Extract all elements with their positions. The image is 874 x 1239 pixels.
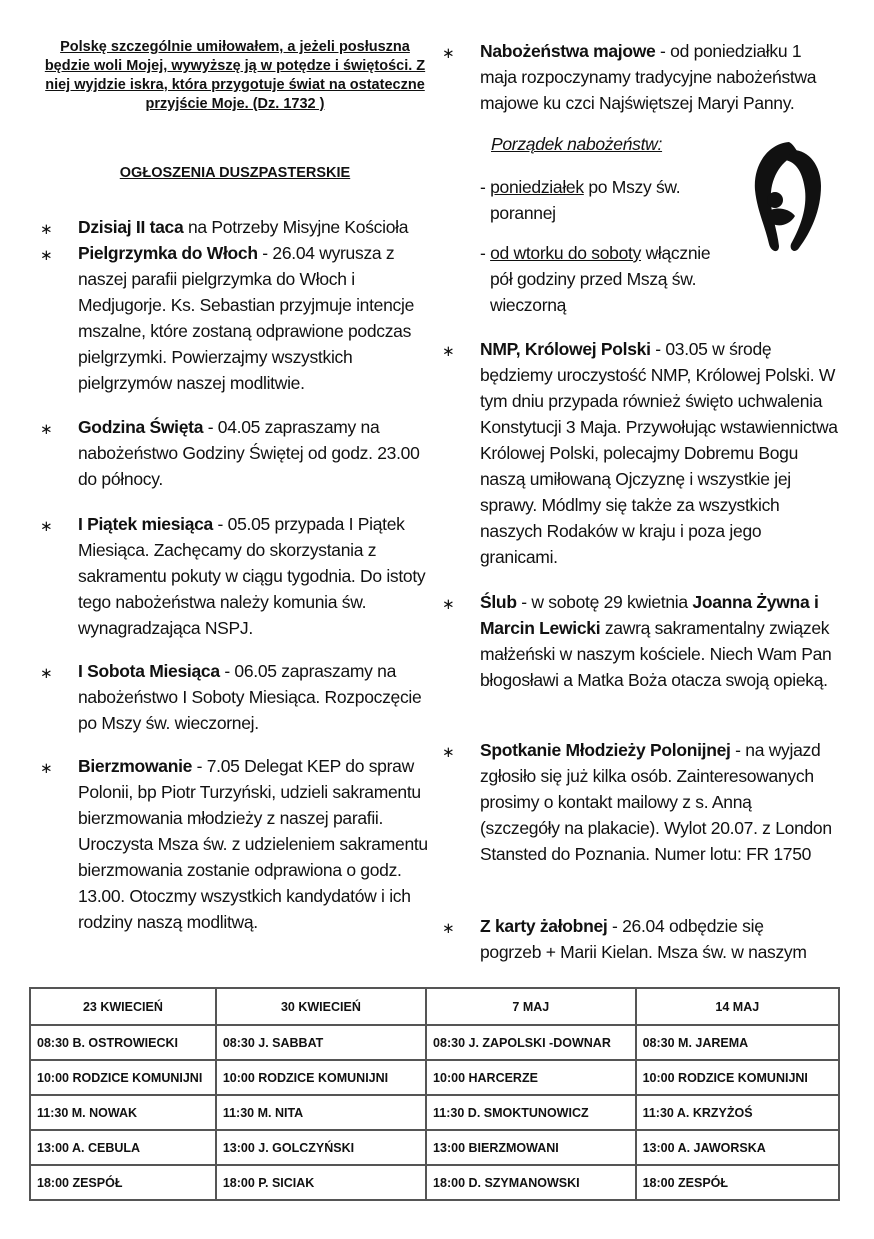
table-header: 23 KWIECIEŃ (30, 988, 216, 1025)
table-cell: 08:30 M. JAREMA (636, 1025, 839, 1060)
table-cell: 13:00 J. GOLCZYŃSKI (216, 1130, 426, 1165)
quote-text: Polskę szczególnie umiłowałem, a jeżeli posłuszna będzie woli Mojej, wywyższę ją w potędze i świętości. Z niej wyjdzie iskra, która przygotuje świat na ostateczne przyjście Moje. (Dz. 1732 ) (44, 39, 426, 112)
announcement-slub: ∗ Ślub - w sobotę 29 kwietnia Joanna Żywna i Marcin Lewicki zawrą sakramentalny związek małżeński w naszym kościele. Niech Wam Pan błogosławi a Matka Boża otacza swoją opieką. (442, 592, 832, 690)
table-cell: 18:00 ZESPÓŁ (636, 1165, 839, 1200)
table-cell: 11:30 D. SMOKTUNOWICZ (426, 1095, 636, 1130)
table-cell: 11:30 M. NITA (216, 1095, 426, 1130)
bullet-icon: ∗ (40, 759, 53, 777)
announcement-sobota: ∗ I Sobota Miesiąca - 06.05 zapraszamy na nabożeństwo I Soboty Miesiąca. Rozpoczęcie po Mszy św. wieczornej. (40, 661, 422, 733)
announcement-karta: ∗ Z karty żałobnej - 26.04 odbędzie się pogrzeb + Marii Kielan. Msza św. w naszym (442, 916, 807, 962)
bullet-icon: ∗ (40, 517, 53, 535)
table-row (30, 1060, 839, 1095)
table-cell: 18:00 ZESPÓŁ (30, 1165, 216, 1200)
table-header: 14 MAJ (636, 988, 839, 1025)
order-item-monday: - poniedziałek po Mszy św. porannej (480, 177, 681, 223)
bullet-icon: ∗ (442, 595, 455, 613)
announcement-mlodziez: ∗ Spotkanie Młodzieży Polonijnej - na wyjazd zgłosiło się już kilka osób. Zainteresowanych prosimy o kontakt mailowy z s. Anną (szczegóły na plakacie). Wylot 20.07. z London Stansted do Poznania. Numer lotu: FR 1750 (442, 740, 832, 864)
table-header: 30 KWIECIEŃ (216, 988, 426, 1025)
table-cell: 10:00 RODZICE KOMUNIJNI (30, 1060, 216, 1095)
announcements-heading: OGŁOSZENIA DUSZPASTERSKIE (119, 165, 351, 181)
announcement-taca: ∗ Dzisiaj II taca na Potrzeby Misyjne Kościoła (78, 214, 438, 240)
table-row (30, 1130, 839, 1165)
table-cell: 13:00 A. JAWORSKA (636, 1130, 839, 1165)
table-cell: 18:00 P. SICIAK (216, 1165, 426, 1200)
announcement-majowe: ∗ Nabożeństwa majowe - od poniedziałku 1 maja rozpoczynamy tradycyjne nabożeństwa majowe ku czci Najświętszej Maryi Panny. (442, 41, 817, 113)
announcement-nmp: ∗ NMP, Królowej Polski - 03.05 w środę będziemy uroczystość NMP, Królowej Polski. W tym dniu przypada również święto uchwalenia Konstytucji 3 Maja. Przywołując wstawiennictwa Królowej Polski, polecajmy Dobremu Bogu naszą umiłowaną Ojczyznę i wszystkie jej sprawy. Módlmy się także za wszystkich naszych Rodaków w kraju i poza jego granicami. (442, 339, 838, 567)
table-row (30, 1165, 839, 1200)
bullet-icon: ∗ (40, 246, 53, 264)
mass-schedule-table (29, 987, 840, 1201)
table-header: 7 MAJ (426, 988, 636, 1025)
table-cell: 08:30 J. ZAPOLSKI -DOWNAR (426, 1025, 636, 1060)
order-item-weekdays: - od wtorku do soboty włącznie pół godziny przed Mszą św. wieczorną (480, 243, 711, 315)
bullet-icon: ∗ (40, 420, 53, 438)
bullet-icon: ∗ (442, 743, 455, 761)
bullet-icon: ∗ (442, 342, 455, 360)
table-cell: 10:00 HARCERZE (426, 1060, 636, 1095)
announcement-pielgrzymka: ∗ Pielgrzymka do Włoch - 26.04 wyrusza z naszej parafii pielgrzymka do Włoch i Medjugorje. Ks. Sebastian przyjmuje intencje mszalne, które zostaną odprawione podczas pielgrzymki. Powierzajmy wszystkich pielgrzymów naszej modlitwie. (40, 243, 415, 393)
virgin-mary-icon (745, 136, 827, 256)
table-row (30, 1095, 839, 1130)
table-cell: 08:30 J. SABBAT (216, 1025, 426, 1060)
table-cell: 11:30 M. NOWAK (30, 1095, 216, 1130)
bullet-icon: ∗ (442, 919, 455, 937)
table-cell: 13:00 BIERZMOWANI (426, 1130, 636, 1165)
bullet-icon: ∗ (40, 220, 53, 238)
table-cell: 11:30 A. KRZYŻOŚ (636, 1095, 839, 1130)
table-cell: 10:00 RODZICE KOMUNIJNI (216, 1060, 426, 1095)
announcement-bierzmowanie: ∗ Bierzmowanie - 7.05 Delegat KEP do spraw Polonii, bp Piotr Turzyński, udzieli sakramentu bierzmowania młodzieży z naszej parafii. Uroczysta Msza św. z udzieleniem sakramentu bierzmowania zostanie odprawiona o godz. 13.00. Otoczmy wszystkich kandydatów i ich rodziny naszą modlitwą. (40, 756, 428, 932)
table-header-row (30, 988, 839, 1025)
announcement-godzina: ∗ Godzina Święta - 04.05 zapraszamy na nabożeństwo Godziny Świętej od godz. 23.00 do północy. (40, 417, 420, 489)
order-title: Porządek nabożeństw: (491, 134, 663, 154)
table-cell: 18:00 D. SZYMANOWSKI (426, 1165, 636, 1200)
bullet-icon: ∗ (40, 664, 53, 682)
table-row (30, 1025, 839, 1060)
table-cell: 10:00 RODZICE KOMUNIJNI (636, 1060, 839, 1095)
announcement-piatek: ∗ I Piątek miesiąca - 05.05 przypada I Piątek Miesiąca. Zachęcamy do skorzystania z sakramentu pokuty w ciągu tygodnia. Do istoty tego nabożeństwa należy komunia św. wynagradzająca NSPJ. (40, 514, 426, 638)
bullet-icon: ∗ (442, 44, 455, 62)
table-cell: 08:30 B. OSTROWIECKI (30, 1025, 216, 1060)
table-cell: 13:00 A. CEBULA (30, 1130, 216, 1165)
